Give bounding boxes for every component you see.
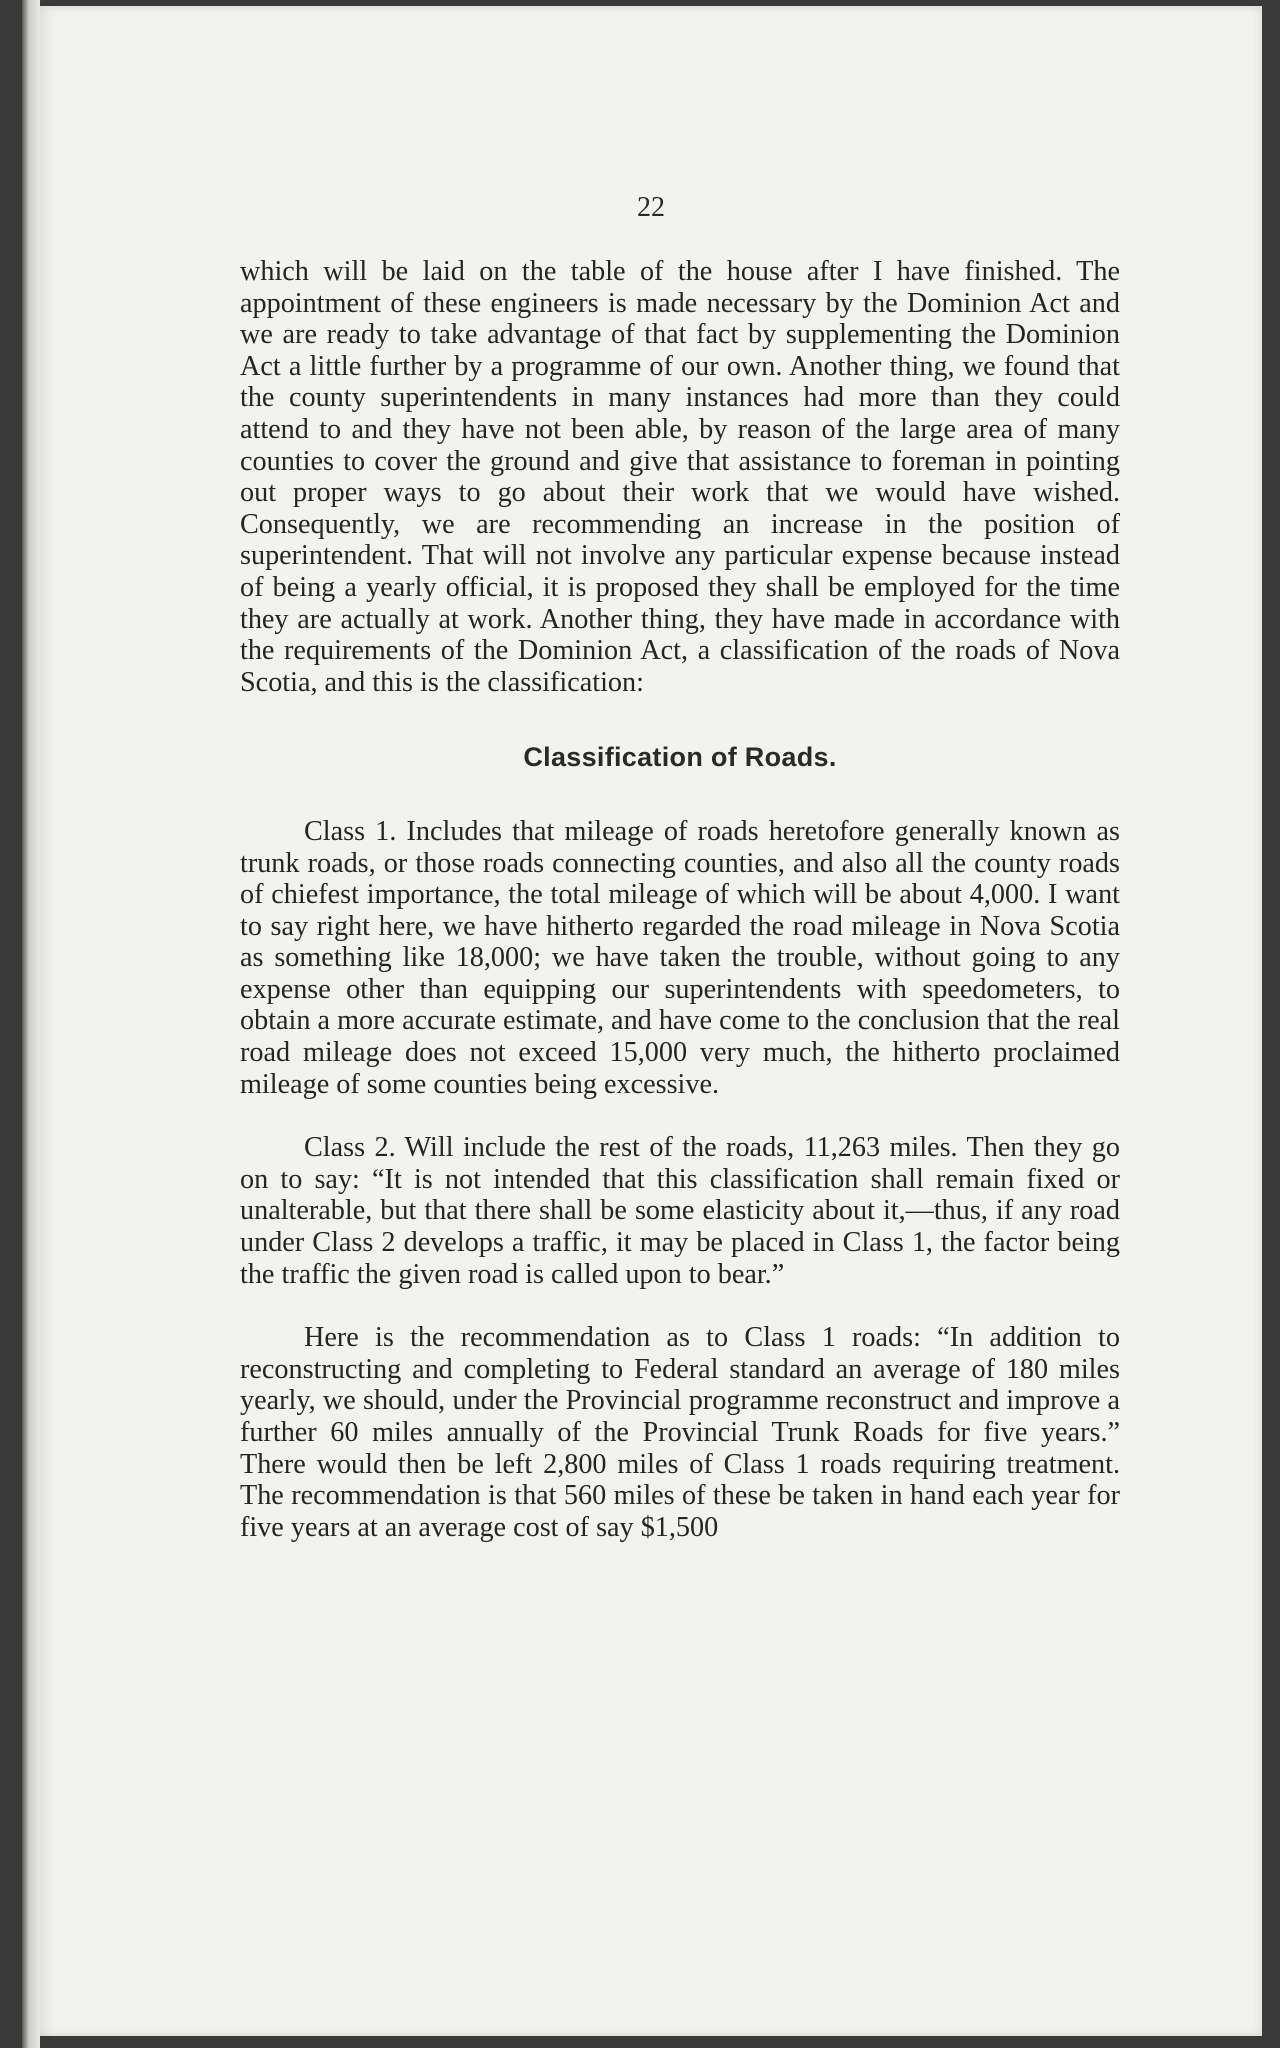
page-edge: [22, 0, 40, 2048]
paragraph-recommendation: Here is the recommendation as to Class 1 roads: “In addition to reconstructing and completing to Federal standard an average of 180 miles yearly, we should, under the Provincial programme reconstruct and improve a further 60 miles annually of the Provincial Trunk Roads for five years.” There would then be left 2,800 miles of Class 1 roads requiring treatment. The recommendation is that 560 miles of these be taken in hand each year for five years at an average cost of say $1,500: [240, 1322, 1120, 1543]
paragraph-class-1: Class 1. Includes that mileage of roads heretofore generally known as trunk roads, or those roads connecting counties, and also all the county roads of chiefest importance, the total mileage of which will be about 4,000. I want to say right here, we have hitherto regarded the road mileage in Nova Scotia as something like 18,000; we have taken the trouble, without going to any expense other than equipping our superintendents with speedometers, to obtain a more accurate estimate, and have come to the conclusion that the real road mileage does not exceed 15,000 very much, the hitherto proclaimed mileage of some counties being excessive.: [240, 815, 1120, 1100]
page-number: 22: [637, 192, 665, 223]
body-text: [240, 256, 1120, 1575]
document-page: [40, 6, 1262, 2036]
paragraph-intro: which will be laid on the table of the house after I have finished. The appointment of these engineers is made necessary by the Dominion Act and we are ready to take advantage of that fact by supplementing the Dominion Act a little further by a programme of our own. Another thing, we found that the county superintendents in many instances had more than they could attend to and they have not been able, by reason of the large area of many counties to cover the ground and give that assistance to foreman in pointing out proper ways to go about their work that we would have wished. Consequently, we are recommending an increase in the position of superintendent. That will not involve any particular expense because instead of being a yearly official, it is proposed they shall be employed for the time they are actually at work. Another thing, they have made in accordance with the requirements of the Dominion Act, a classification of the roads of Nova Scotia, and this is the classification:: [240, 256, 1120, 698]
paragraph-class-2: Class 2. Will include the rest of the roads, 11,263 miles. Then they go on to say: “It is not intended that this classification shall remain fixed or unalterable, but that there shall be some elasticity about it,—thus, if any road under Class 2 develops a traffic, it may be placed in Class 1, the factor being the traffic the given road is called upon to bear.”: [240, 1132, 1120, 1290]
section-heading: Classification of Roads.: [523, 742, 837, 773]
